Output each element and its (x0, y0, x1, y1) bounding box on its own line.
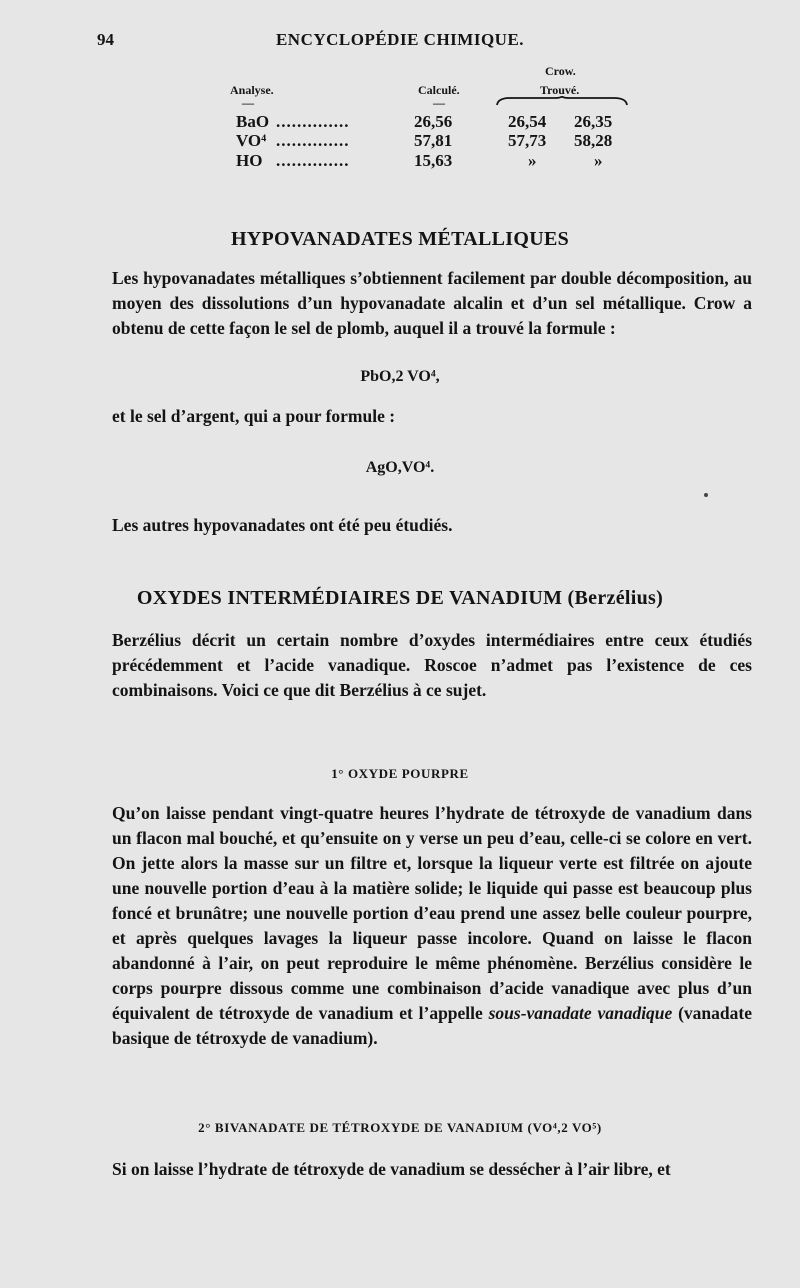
found-value-1: 26,54 (508, 112, 547, 131)
paragraph: Les autres hypovanadates ont été peu étudiés. (112, 515, 453, 535)
found-value-2: » (594, 151, 603, 170)
found-value-1: 57,73 (508, 131, 547, 150)
col-calculated: Calculé. (418, 83, 460, 97)
leader-dots: .............. (276, 131, 350, 150)
row-label: VO⁴ (236, 131, 267, 150)
paragraph: Berzélius décrit un certain nombre d’oxydes intermédiaires entre ceux étudiés précédemment et l’acide vanadique. Roscoe n’admet pas l’existence de ces combinaisons. Voici ce que dit Berzélius à ce sujet. (112, 630, 752, 700)
print-speck (704, 493, 708, 497)
col-found: Trouvé. (540, 83, 580, 97)
dash-analysis: — (242, 96, 254, 110)
col-author: Crow. (545, 64, 576, 78)
row-label: BaO (236, 112, 270, 131)
found-brace (496, 96, 628, 106)
section-title-hypovanadates: HYPOVANADATES MÉTALLIQUES (230, 228, 570, 250)
calc-value: 26,56 (414, 112, 453, 131)
paragraph: et le sel d’argent, qui a pour formule : (112, 406, 396, 426)
italic-term: sous-vanadate vanadique (488, 1003, 673, 1023)
text-run: (vanadate basique de tétroxyde de vanadium). (112, 1003, 752, 1048)
running-title: ENCYCLOPÉDIE CHIMIQUE. (275, 30, 525, 49)
text-run: Qu’on laisse pendant vingt-quatre heures l’hydrate de tétroxyde de vanadium dans un flacon mal bouché, et qu’ensuite on y verse un peu d’eau, celle-ci se colore en vert. On jette alors la masse sur un filtre et, lorsque la liqueur verte est filtrée on ajoute une nouvelle portion d’eau à la matière solide; le liquide qui passe est beaucoup plus foncé et brunâtre; une nouvelle portion d’eau prend une assez belle couleur pourpre, et après quelques lavages la liqueur passe incolore. Quand on laisse le flacon abandonné à l’air, on peut reproduire le même phénomène. Berzélius considère le corps pourpre dissous comme une combinaison d’acide vanadique avec plus d’un équivalent de tétroxyde de vanadium et l’appelle (112, 803, 752, 1023)
subsection-title-bivanadate: 2° BIVANADATE DE TÉTROXYDE DE VANADIUM (VO⁴,2 VO⁵) (198, 1120, 602, 1135)
row-label: HO (236, 151, 263, 170)
dash-calculated: — (433, 96, 445, 110)
col-analysis: Analyse. (230, 83, 274, 97)
formula-lead-salt: PbO,2 VO⁴, (360, 368, 440, 385)
paragraph: Si on laisse l’hydrate de tétroxyde de vanadium se dessécher à l’air libre, et (112, 1159, 671, 1179)
formula-silver-salt: AgO,VO⁴. (365, 459, 435, 476)
leader-dots: .............. (276, 112, 350, 131)
subsection-title-oxyde-pourpre: 1° OXYDE POURPRE (331, 766, 469, 781)
found-value-1: » (528, 151, 537, 170)
calc-value: 15,63 (414, 151, 453, 170)
section-title-oxydes: OXYDES INTERMÉDIAIRES DE VANADIUM (Berzélius) (136, 587, 664, 609)
found-value-2: 58,28 (574, 131, 613, 150)
paragraph-oxyde-pourpre (112, 801, 752, 1051)
found-value-2: 26,35 (574, 112, 613, 131)
calc-value: 57,81 (414, 131, 453, 150)
leader-dots: .............. (276, 151, 350, 170)
paragraph: Les hypovanadates métalliques s’obtiennent facilement par double décomposition, au moyen des dissolutions d’un hypovanadate alcalin et d’un sel métallique. Crow a obtenu de cette façon le sel de plomb, auquel il a trouvé la formule : (112, 268, 752, 338)
page-number: 94 (97, 30, 114, 49)
